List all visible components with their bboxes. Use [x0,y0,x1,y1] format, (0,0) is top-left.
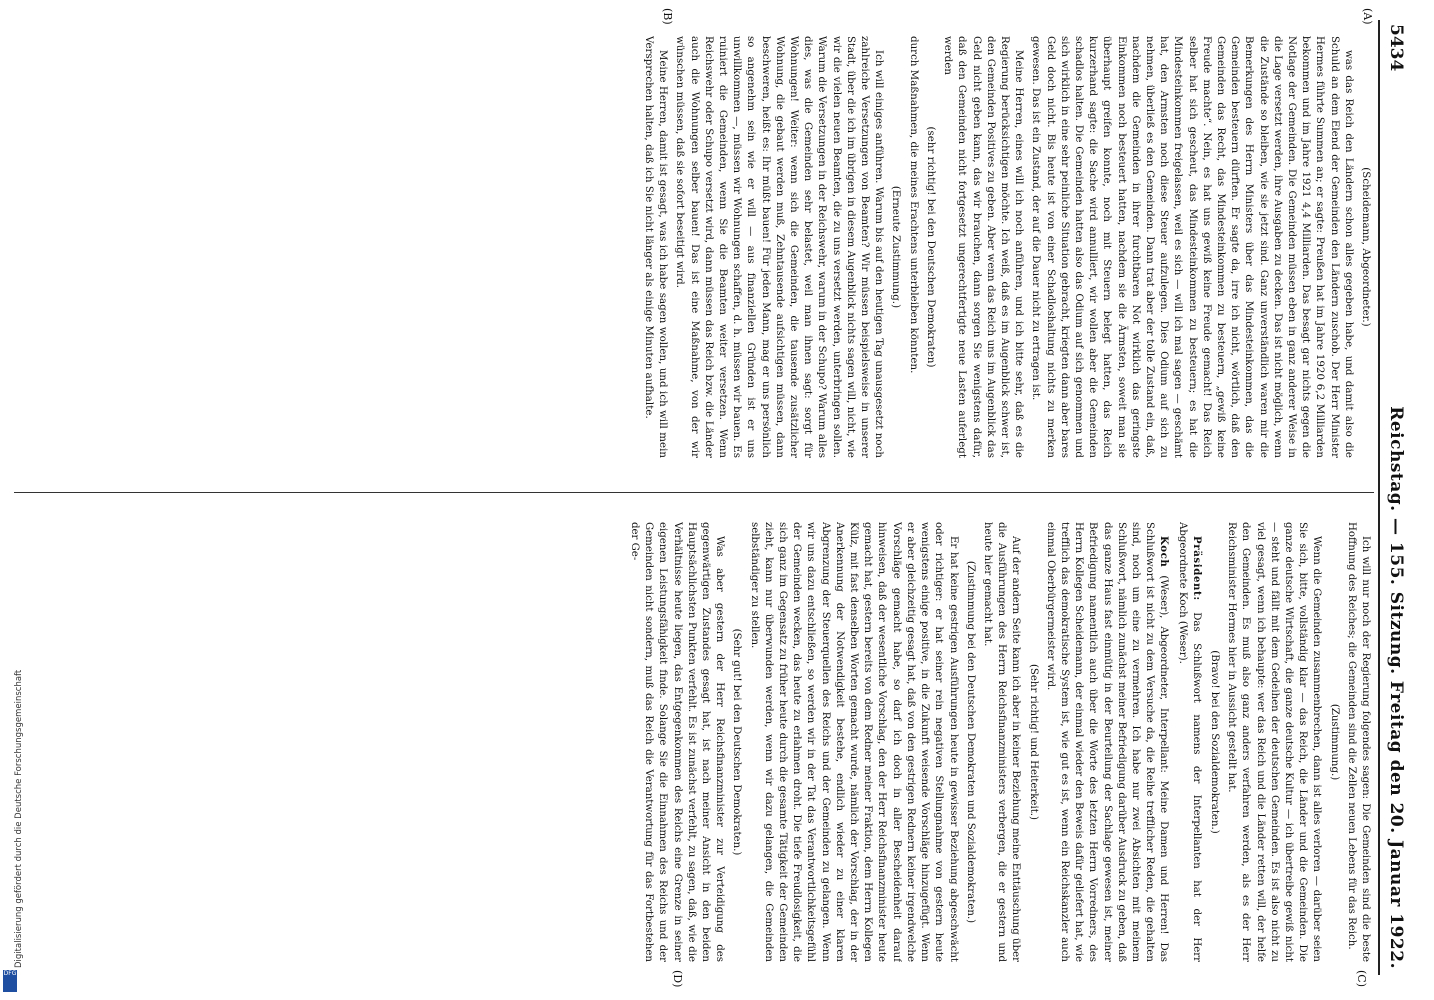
margin-mark-d: (D) [671,970,684,988]
paragraph: Meine Herren, damit ist gesagt, was ich habe sagen wollen, und ich will mein Versprechen halten, daß ich Sie nicht länger als einige Minuten aufhalte. [643,36,669,458]
paragraph [1043,522,1172,962]
paragraph: Wenn die Gemeinden zusammenbrechen, dann ist alles verloren — darüber seien Sie sich, bitte, vollständig klar — das Reich, die Länder und die Gemeinden. Die ganze deutsche Wirtschaft, die ganze deutsche Kultur — ich übertreibe gewiß nicht — steht und fällt mit dem Gedeihen der deutschen Gemeinden. Es ist also nicht zu viel gesagt, wenn ich behaupte: wer das Reich und die Länder retten will, der helfe den Gemeinden. Es muß also ganz anders verfahren werden, als es der Herr Reichsminister Hermes hier in Aussicht gestellt hat. [1226,522,1323,962]
interjection: (Erneute Zustimmung.) [890,185,902,309]
left-column [372,36,1372,458]
page-number: 5434 [1386,24,1406,72]
column-divider [14,492,1374,493]
paragraph: Ich will nur noch der Regierung folgendes sagen: Die Gemeinden sind die beste Hoffnung des Reiches; die Gemeinden sind die Zellen neuen Lebens für das Reich. [1345,522,1371,962]
paragraph: Auf der andern Seite kann ich aber in keiner Beziehung meine Enttäuschung über die Ausführungen des Herrn Reichsfinanzministers verbergen, die er gestern und heute hier gemacht hat. [981,522,1022,962]
speaker-label: Koch [1158,536,1171,568]
interjection: (sehr richtig! bei den Deutschen Demokraten) [924,126,936,368]
interjection: (Sehr gut! bei den Deutschen Demokraten.) [731,628,743,856]
paragraph-text: Das Schlußwort namens der Interpellanten hat der Herr Abgeordnete Koch (Weser). [1176,522,1202,962]
interjection: (Sehr richtig! und Heiterkeit.) [1027,663,1039,821]
paragraph: was das Reich den Ländern schon alles gegeben habe, und damit also die Schuld an dem Elend der Gemeinden den Ländern zuschob. Der Herr Minister Hermes führte Summen an; er sagte: Preußen hat im Jahre 1920 6,2 Milliarden bekommen und im Jahre 1921 4,4 Milliarden. Das besagt gar nichts gegen die Notlage der Gemeinden. Die Gemeinden müssen eben in ganz anderer Weise in die Lage versetzt werden, ihre Ausgaben zu decken. Das ist nicht möglich, wenn die Zustände so bleiben, wie sie jetzt sind. Ganz unverständlich waren mir die Bemerkungen des Herrn Ministers über das Mindesteinkommen, das die Gemeinden besteuern dürften. Er sagte da, irre ich nicht, wörtlich, daß den Gemeinden das Recht, das Mindesteinkommen zu besteuern, „gewiß keine Freude machte“. Nein, es hat uns gewiß keine Freude gemacht! Das Reich selber hat sich gescheut, das Mindesteinkommen zu besteuern; es hat die Mindesteinkommen freigelassen, weil es sich — will ich mal sagen — geschämt hat, den Armsten noch diese Steuer aufzulegen. Dies Odium auf sich zu nehmen, überließ es den Gemeinden. Dann trat aber der tolle Zustand ein, daß, nachdem die Gemeinden in ihrer furchtbaren Not wirklich das geringste Einkommen noch besteuert hatten, nachdem sie die Ärmsten, soweit man sie überhaupt greifen konnte, noch mit Steuern belegt hatten, das Reich kurzerhand sagte: die Sache wird annulliert, wir wollen aber die Gemeinden schadlos halten. Die Gemeinden hatten also das Odium auf sich genommen und sich wirklich in eine sehr peinliche Situation gebracht, kriegten dann aber bares Geld doch nicht. Bis heute ist von einer Schadloshaltung nichts zu merken gewesen. Das ist ein Zustand, der auf die Dauer nicht zu ertragen ist. [1030,36,1354,458]
interjection: (Zustimmung.) [1328,703,1340,781]
running-title: Reichstag. — 155. Sitzung. Freitag den 20. Januar 1922. [1386,406,1406,969]
right-column [372,522,1372,962]
digitization-credit [0,0,22,1000]
paragraph [1174,522,1203,962]
paragraph: Was aber gestern der Herr Reichsfinanzminister zur Verteidigung des gegenwärtigen Zustandes gesagt hat, ist nach meiner Ansicht in den beiden Hauptsächlichsten Punkten verfehlt. Es ist zunächst verfehlt, zu sagen, daß, wie die Verhältnisse heute liegen, das Entgegenkommen des Reichs eine Grenze in seiner eigenen Leistungsfähigkeit finde. Solange Sie die Einnahmen des Reichs und der Gemeinden nicht sondern, muß das Reich die Verantwortung für das Fortbestehen der Ge- [629,522,726,962]
running-header [1378,20,1410,975]
speaker-line: (Scheidemann, Abgeordneter.) [1360,167,1371,327]
margin-mark-c: (C) [1355,970,1368,987]
margin-mark-b: (B) [661,8,674,25]
dfg-logo: DFG [3,970,17,992]
paragraph-text: (Weser), Abgeordneter, Interpellant: Meine Damen und Herren! Das Schlußwort ist nicht zu dem Versuche da, die Reihe trefflicher Reden, die gehalten sind, noch um eine zu vermehren. Ich habe nur zwei Absichten mit meinem Schlußwort, nämlich zunächst meiner Befriedigung darüber Ausdruck zu geben, daß das ganze Haus fast einmütig in der Beurteilung der Sachlage gewesen ist, meiner Befriedigung namentlich auch über die Worte des letzten Herrn Vorredners, des Herrn Kollegen Scheidemann, der einmal wieder den Beweis dafür geliefert hat, wie trefflich das demokratische System ist, wie gut es ist, wenn ein Reichskanzler auch einmal Oberbürgermeister wird. [1044,522,1170,962]
interjection: (Bravo! bei den Sozialdemokraten.) [1208,650,1220,834]
paragraph: Meine Herren, eines will ich noch anführen, und ich bitte sehr, daß es die Regierung berücksichtigen möchte. Ich weiß, daß es im Augenblick schwer ist, den Gemeinden Positives zu geben. Aber wenn das Reich uns im Augenblick das Geld nicht geben kann, das wir brauchen, dann sorgen Sie wenigstens dafür, daß den Gemeinden nicht fortgesetzt ungerechtfertigte neue Lasten auferlegt werden [942,36,1025,458]
interjection: (Zustimmung bei den Deutschen Demokraten und Sozialdemokraten.) [964,560,976,924]
paragraph: durch Maßnahmen, die meines Erachtens unterbleiben könnten. [907,36,919,374]
paragraph: Ich will einiges anführen. Warum bis auf den heutigen Tag unausgesetzt noch zahlreiche Versetzungen von Beamten? Wir müssen beispielsweise in unserer Stadt, über die ich im übrigen in diesem Augenblick nichts sagen will, nicht, wie wir die vielen neuen Beamten, die zu uns versetzt werden, unterbringen sollen. Warum die Versetzungen in der Reichswehr, warum in der Schupo? Warum alles dies, was die Gemeinden sehr belastet, weil man ihnen sagt: sorgt für Wohnungen! Weiter: wenn sich die Gemeinden, die tausende zusätzlicher Wohnung, die gebaut werden muß, Zehntausende aufsichtigen müssen, dann beschweren, heißt es: Ihr müßt bauen! Für jeden Mann, mag er uns persönlich so angenehm sein wie er will — aus finanziellen Gründen ist er uns unwillkommen —, müssen wir Wohnungen schaffen, d. h. müssen wir bauen. Es ruiniert die Gemeinden, wenn Sie die Beamten weiter versetzen. Wenn Reichswehr oder Schupo versetzt wird, dann müssen das Reich bzw. die Länder auch die Wohnungen selber bauen! Das ist eine Maßnahme, von der wir wünschen müssen, daß sie sofort beseitigt wird. [674,36,885,458]
speaker-label: Präsident: [1190,536,1203,601]
credit-text: Digitalisierung gefördert durch die Deutsche Forschungsgemeinschaft [14,669,24,968]
paragraph: Er hat keine gestrigen Ausführungen heute in gewisser Beziehung abgeschwächt oder richtiger: er hat seiner rein negativen Stellungnahme von gestern heute wenigstens einige positive, in die Zukunft weisende Vorschläge hinzugefügt. Wenn er aber gleichzeitig gesagt hat, daß von den gestrigen Rednern keiner irgendwelche Vorschläge gemacht habe, so darf ich doch in aller Bescheidenheit darauf hinweisen, daß der wesentliche Vorschlag, den der Herr Reichsfinanzminister heute gemacht hat, gestern bereits von dem Redner meiner Fraktion, dem Herrn Kollegen Külz, mit fast denselben Worten gemacht wurde, nämlich der Vorschlag, der in der Anerkennung der Notwendigkeit bestehe, endlich wieder zu einer klaren Abgrenzung der Steuerquellen des Reichs und der Gemeinden zu gelangen. Wenn wir uns dazu entschließen, so werden wir in der Tat das Verantwortlichkeitsgefühl der Gemeinden wecken, das heute zu erlahmen droht. Die tiefe Freudlosigkeit, die sich ganz im Gegensatz zu früher heute durch die gesamte Tätigkeit der Gemeinden zieht, kann nur überwunden werden, wenn wir dazu gelangen, die Gemeinden selbständiger zu stellen. [748,522,959,962]
margin-mark-a: (A) [1361,8,1374,25]
